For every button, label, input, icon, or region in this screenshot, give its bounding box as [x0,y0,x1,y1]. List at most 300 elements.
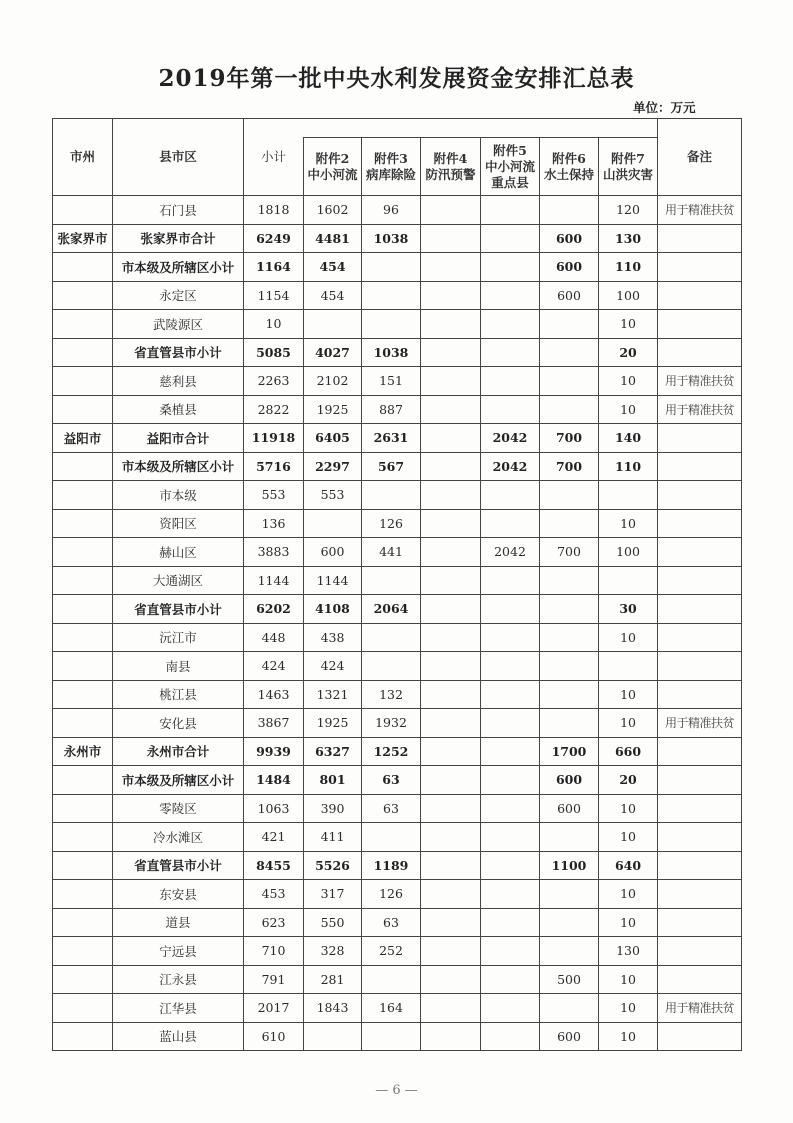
cell-subtotal: 3883 [244,538,304,567]
cell-city: 益阳市 [53,424,113,453]
table-row [53,623,742,652]
cell-a3: 252 [362,937,421,966]
cell-subtotal: 2822 [244,395,304,424]
cell-subtotal: 421 [244,823,304,852]
table-row [53,937,742,966]
cell-county: 赫山区 [113,538,244,567]
cell-a5 [481,908,540,937]
cell-note [658,680,742,709]
cell-city [53,794,113,823]
cell-a6: 600 [540,1022,599,1051]
cell-subtotal: 10 [244,310,304,339]
cell-a5 [481,281,540,310]
cell-note [658,965,742,994]
cell-a5 [481,652,540,681]
cell-a5 [481,965,540,994]
cell-a4 [421,908,481,937]
cell-note [658,880,742,909]
cell-county: 资阳区 [113,509,244,538]
cell-a3: 96 [362,196,421,225]
table-row [53,367,742,396]
cell-a3: 887 [362,395,421,424]
funding-table [52,118,742,1051]
cell-city: 永州市 [53,737,113,766]
cell-city: 张家界市 [53,224,113,253]
cell-subtotal: 2263 [244,367,304,396]
cell-city [53,937,113,966]
cell-a4 [421,965,481,994]
cell-subtotal: 9939 [244,737,304,766]
cell-a2: 6327 [304,737,362,766]
cell-city [53,965,113,994]
cell-a4 [421,424,481,453]
cell-a5 [481,851,540,880]
cell-a4 [421,623,481,652]
cell-county: 南县 [113,652,244,681]
cell-a7 [599,652,658,681]
cell-a7: 120 [599,196,658,225]
cell-a2: 424 [304,652,362,681]
table-row [53,253,742,282]
table-row [53,224,742,253]
cell-a2: 281 [304,965,362,994]
cell-a6 [540,595,599,624]
table-row [53,766,742,795]
cell-note [658,623,742,652]
cell-a7: 30 [599,595,658,624]
cell-a6 [540,310,599,339]
header-county: 县市区 [113,119,244,196]
unit-label: 单位：万元 [633,100,696,115]
cell-a5: 2042 [481,452,540,481]
cell-a4 [421,823,481,852]
cell-a3: 126 [362,880,421,909]
cell-county: 市本级及所辖区小计 [113,253,244,282]
cell-a3 [362,965,421,994]
cell-a3 [362,310,421,339]
cell-note [658,509,742,538]
cell-a6 [540,823,599,852]
cell-city [53,595,113,624]
cell-note [658,452,742,481]
cell-city [53,481,113,510]
table-row [53,452,742,481]
cell-a2: 550 [304,908,362,937]
cell-a3: 63 [362,766,421,795]
cell-a7: 10 [599,509,658,538]
cell-note [658,281,742,310]
cell-county: 安化县 [113,709,244,738]
header-subtotal: 小计 [244,119,304,196]
cell-county: 冷水滩区 [113,823,244,852]
cell-a3 [362,566,421,595]
cell-a5 [481,623,540,652]
header-att4: 附件4 防汛预警 [421,138,481,196]
cell-a6: 600 [540,253,599,282]
cell-a3 [362,652,421,681]
table-row [53,310,742,339]
cell-county: 市本级及所辖区小计 [113,766,244,795]
cell-county: 蓝山县 [113,1022,244,1051]
cell-county: 市本级 [113,481,244,510]
cell-subtotal: 610 [244,1022,304,1051]
cell-a6: 600 [540,224,599,253]
cell-a5: 2042 [481,424,540,453]
cell-a5 [481,224,540,253]
cell-city [53,281,113,310]
cell-county: 永定区 [113,281,244,310]
cell-a7 [599,481,658,510]
cell-subtotal: 6202 [244,595,304,624]
cell-subtotal: 5716 [244,452,304,481]
cell-a2: 1144 [304,566,362,595]
cell-a2: 390 [304,794,362,823]
cell-a4 [421,338,481,367]
cell-a2: 1925 [304,395,362,424]
cell-city [53,709,113,738]
cell-note [658,566,742,595]
cell-a5 [481,994,540,1023]
cell-a4 [421,851,481,880]
cell-a4 [421,994,481,1023]
table-row [53,965,742,994]
header-city: 市州 [53,119,113,196]
cell-subtotal: 3867 [244,709,304,738]
table-row [53,737,742,766]
cell-subtotal: 453 [244,880,304,909]
cell-a3: 2631 [362,424,421,453]
cell-a2 [304,509,362,538]
cell-a6 [540,196,599,225]
table-row [53,481,742,510]
cell-city [53,623,113,652]
cell-subtotal: 553 [244,481,304,510]
cell-a3: 132 [362,680,421,709]
table-row [53,823,742,852]
cell-city [53,452,113,481]
table-row [53,908,742,937]
cell-a4 [421,452,481,481]
cell-county: 益阳市合计 [113,424,244,453]
cell-a7: 10 [599,965,658,994]
cell-a2: 317 [304,880,362,909]
cell-subtotal: 448 [244,623,304,652]
cell-county: 道县 [113,908,244,937]
cell-a2 [304,310,362,339]
cell-county: 石门县 [113,196,244,225]
cell-a6: 700 [540,424,599,453]
cell-a7: 10 [599,310,658,339]
cell-a4 [421,680,481,709]
cell-a7: 660 [599,737,658,766]
cell-a3 [362,623,421,652]
cell-subtotal: 710 [244,937,304,966]
table-row [53,196,742,225]
cell-a6 [540,338,599,367]
cell-city [53,566,113,595]
cell-a7: 10 [599,994,658,1023]
cell-a5 [481,1022,540,1051]
cell-a5 [481,310,540,339]
cell-a7: 100 [599,281,658,310]
cell-note [658,937,742,966]
cell-a6 [540,680,599,709]
cell-county: 省直管县市小计 [113,851,244,880]
cell-a4 [421,395,481,424]
document-title: 2019年第一批中央水利发展资金安排汇总表 [158,65,635,92]
cell-note [658,224,742,253]
cell-a2: 454 [304,281,362,310]
cell-a3: 1189 [362,851,421,880]
cell-a2: 553 [304,481,362,510]
cell-a7: 140 [599,424,658,453]
cell-a3: 164 [362,994,421,1023]
cell-a2: 600 [304,538,362,567]
cell-a7: 10 [599,680,658,709]
cell-city [53,994,113,1023]
cell-subtotal: 11918 [244,424,304,453]
cell-a6: 600 [540,794,599,823]
cell-a3 [362,253,421,282]
cell-city [53,253,113,282]
table-row [53,1022,742,1051]
cell-city [53,823,113,852]
cell-county: 桃江县 [113,680,244,709]
cell-a2: 1843 [304,994,362,1023]
cell-county: 江永县 [113,965,244,994]
table-row [53,595,742,624]
cell-a7: 130 [599,937,658,966]
table-row [53,566,742,595]
table-row [53,880,742,909]
cell-a3: 1252 [362,737,421,766]
cell-note: 用于精准扶贫 [658,994,742,1023]
header-blank-span [304,119,658,138]
cell-a7: 10 [599,823,658,852]
cell-a5 [481,253,540,282]
cell-county: 慈利县 [113,367,244,396]
cell-a7: 10 [599,1022,658,1051]
cell-a7: 10 [599,709,658,738]
cell-a7: 100 [599,538,658,567]
cell-subtotal: 1463 [244,680,304,709]
cell-a6: 1700 [540,737,599,766]
cell-note [658,652,742,681]
cell-a7: 10 [599,880,658,909]
cell-a3: 567 [362,452,421,481]
cell-a7: 10 [599,623,658,652]
cell-a6 [540,481,599,510]
cell-a6 [540,652,599,681]
cell-note: 用于精准扶贫 [658,196,742,225]
cell-a6: 1100 [540,851,599,880]
table-row [53,538,742,567]
cell-a2: 4027 [304,338,362,367]
cell-subtotal: 2017 [244,994,304,1023]
cell-county: 宁远县 [113,937,244,966]
cell-a5 [481,766,540,795]
cell-a5 [481,367,540,396]
table-row [53,395,742,424]
cell-a2: 411 [304,823,362,852]
cell-a4 [421,310,481,339]
cell-a4 [421,538,481,567]
cell-subtotal: 424 [244,652,304,681]
cell-a7: 110 [599,253,658,282]
cell-a5 [481,794,540,823]
cell-subtotal: 1154 [244,281,304,310]
cell-note [658,538,742,567]
cell-a4 [421,737,481,766]
cell-subtotal: 8455 [244,851,304,880]
header-att2: 附件2 中小河流 [304,138,362,196]
cell-note [658,481,742,510]
cell-county: 零陵区 [113,794,244,823]
cell-a3 [362,281,421,310]
cell-a4 [421,766,481,795]
cell-city [53,908,113,937]
cell-county: 沅江市 [113,623,244,652]
cell-note [658,310,742,339]
cell-a2: 454 [304,253,362,282]
cell-a3: 151 [362,367,421,396]
cell-a5 [481,196,540,225]
cell-note [658,338,742,367]
cell-a5 [481,481,540,510]
cell-note [658,823,742,852]
cell-a7: 130 [599,224,658,253]
cell-note [658,737,742,766]
cell-a2: 2297 [304,452,362,481]
cell-a6: 500 [540,965,599,994]
cell-a3 [362,481,421,510]
cell-a6 [540,880,599,909]
cell-a4 [421,224,481,253]
cell-a4 [421,794,481,823]
table-row [53,281,742,310]
cell-county: 东安县 [113,880,244,909]
table-row [53,794,742,823]
cell-city [53,538,113,567]
cell-a5 [481,395,540,424]
cell-a2: 801 [304,766,362,795]
cell-a2: 5526 [304,851,362,880]
cell-county: 大通湖区 [113,566,244,595]
cell-city [53,680,113,709]
cell-note [658,766,742,795]
table-row [53,338,742,367]
cell-subtotal: 1144 [244,566,304,595]
cell-a4 [421,566,481,595]
cell-a4 [421,595,481,624]
cell-a4 [421,1022,481,1051]
cell-a5 [481,937,540,966]
cell-city [53,338,113,367]
cell-county: 江华县 [113,994,244,1023]
cell-county: 武陵源区 [113,310,244,339]
cell-note [658,908,742,937]
cell-a2: 6405 [304,424,362,453]
page-number: — 6 — [375,1083,418,1098]
cell-note: 用于精准扶贫 [658,709,742,738]
cell-a3: 63 [362,908,421,937]
cell-city [53,196,113,225]
cell-a5 [481,680,540,709]
cell-a2: 1925 [304,709,362,738]
cell-a4 [421,253,481,282]
cell-note [658,794,742,823]
cell-a6 [540,709,599,738]
cell-a6: 700 [540,538,599,567]
cell-city [53,880,113,909]
cell-note [658,424,742,453]
cell-a5 [481,823,540,852]
cell-city [53,367,113,396]
cell-a6 [540,908,599,937]
cell-a7 [599,566,658,595]
cell-a7: 20 [599,338,658,367]
cell-county: 省直管县市小计 [113,595,244,624]
cell-a4 [421,509,481,538]
cell-a5 [481,880,540,909]
cell-city [53,395,113,424]
cell-subtotal: 5085 [244,338,304,367]
cell-city [53,1022,113,1051]
cell-subtotal: 791 [244,965,304,994]
cell-a3: 441 [362,538,421,567]
cell-a2: 328 [304,937,362,966]
cell-note [658,851,742,880]
cell-a3: 1932 [362,709,421,738]
cell-a3: 2064 [362,595,421,624]
cell-a3 [362,1022,421,1051]
header-note: 备注 [658,119,742,196]
cell-a5 [481,566,540,595]
cell-note: 用于精准扶贫 [658,395,742,424]
table-row [53,652,742,681]
cell-a3: 63 [362,794,421,823]
cell-subtotal: 6249 [244,224,304,253]
cell-a2: 2102 [304,367,362,396]
cell-county: 桑植县 [113,395,244,424]
cell-a7: 110 [599,452,658,481]
cell-city [53,310,113,339]
cell-subtotal: 1063 [244,794,304,823]
cell-a2: 4108 [304,595,362,624]
cell-a2: 1602 [304,196,362,225]
cell-a4 [421,281,481,310]
cell-a6: 700 [540,452,599,481]
table-body [53,196,742,1051]
cell-city [53,766,113,795]
table-row [53,851,742,880]
cell-a6 [540,367,599,396]
cell-subtotal: 623 [244,908,304,937]
table-row [53,994,742,1023]
cell-a7: 640 [599,851,658,880]
header-att5: 附件5 中小河流 重点县 [481,138,540,196]
cell-a6 [540,395,599,424]
cell-note [658,595,742,624]
cell-a4 [421,880,481,909]
cell-city [53,851,113,880]
cell-a3 [362,823,421,852]
cell-a2: 438 [304,623,362,652]
cell-a7: 10 [599,367,658,396]
cell-a6 [540,509,599,538]
cell-a7: 20 [599,766,658,795]
cell-a7: 10 [599,794,658,823]
